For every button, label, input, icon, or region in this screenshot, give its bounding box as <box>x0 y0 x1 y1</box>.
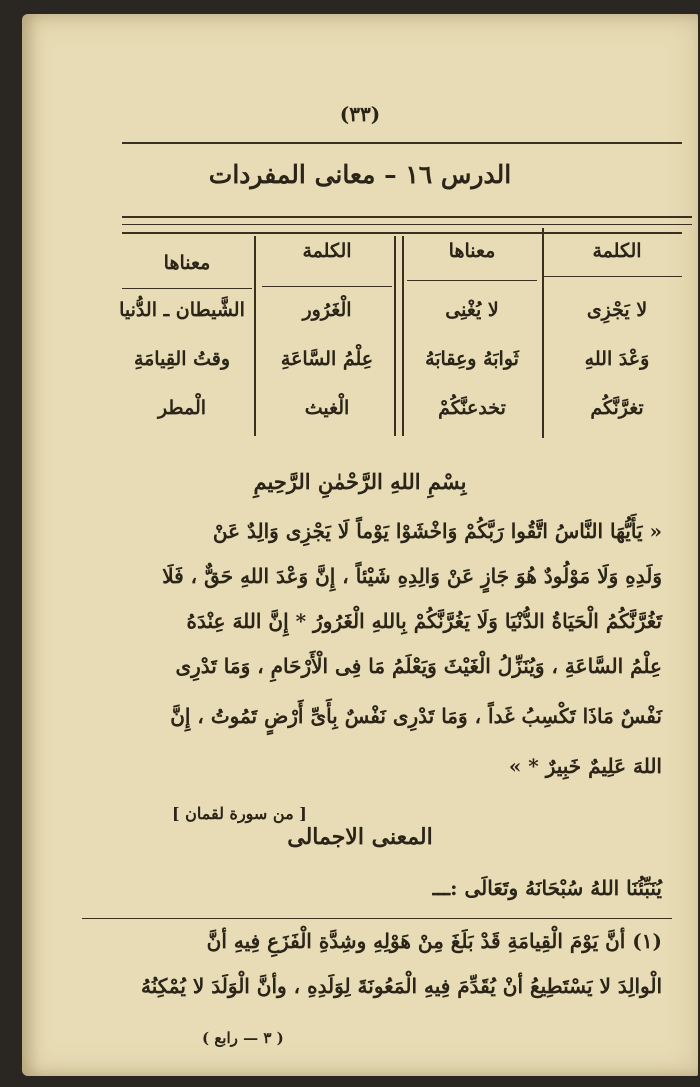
table-divider-2 <box>402 236 404 436</box>
lesson-title: الدرس ١٦ – معانى المفردات <box>208 160 512 189</box>
verse-line: اللهَ عَلِيمٌ خَبِيرٌ * » <box>508 754 662 778</box>
verse-line: نَفْسٌ مَاذَا تَكْسِبُ غَداً ، وَمَا تَدْرِى نَفْسٌ بِأَىِّ أَرْضٍ تَمُوتُ ، إِنَّ <box>170 704 662 728</box>
header-rule <box>122 142 682 144</box>
header-word-right: الكلمة <box>592 240 642 262</box>
book-page <box>22 14 698 1076</box>
footer-signature: ( ٣ — رابع ) <box>202 1029 284 1047</box>
table-cell: الْغيث <box>304 397 350 419</box>
separator-rule <box>82 918 672 919</box>
table-cell: الْمطر <box>157 397 207 419</box>
header-word-left: الكلمة <box>302 240 352 262</box>
header-underline-1 <box>542 276 682 277</box>
table-cell: تغرَّنَّكُم <box>590 397 644 419</box>
table-top-rule-2 <box>122 224 692 225</box>
table-cell: الْغَرُور <box>302 299 352 321</box>
basmala: بِسْمِ اللهِ الرَّحْمٰنِ الرَّحِيمِ <box>253 469 467 494</box>
header-meaning-left: معناها <box>163 252 211 274</box>
table-cell: ثَوابَهُ وعِقابَهُ <box>425 348 519 370</box>
table-top-rule <box>122 216 692 218</box>
table-cell: وقتُ القِيامَةِ <box>133 348 231 370</box>
page-number: (٣٣) <box>339 102 381 126</box>
table-cell: عِلْمُ السَّاعَةِ <box>280 348 374 370</box>
header-underline-4 <box>122 288 252 289</box>
table-cell: وَعْدَ اللهِ <box>584 348 650 370</box>
summary-intro: يُنَبِّئُنَا اللهُ سُبْحَانَهُ وتَعَالَى :ـــ <box>432 876 662 900</box>
verse-line: تَغُرَّنَّكُمُ الْحَيَاةُ الدُّنْيَا وَلَا يَغُرَّنَّكُمْ بِاللهِ الْغَرُورُ * إِنَّ اللهَ عِنْدَهُ <box>186 609 662 633</box>
verse-line: « يَأَيُّهَا النَّاسُ اتَّقُوا رَبَّكُمْ وَاخْشَوْا يَوْماً لَا يَجْزِى وَالِدٌ عَنْ <box>212 519 662 543</box>
source-citation: [ من سورة لقمان ] <box>172 804 307 823</box>
summary-title: المعنى الاجمالى <box>287 824 433 850</box>
header-underline-3 <box>262 286 392 287</box>
table-cell: لا يَجْزِى <box>586 299 648 321</box>
table-cell: لا يُغْنِى <box>445 299 499 321</box>
table-top-rule-3 <box>122 232 682 234</box>
table-divider-1 <box>542 228 544 438</box>
table-divider-3 <box>394 236 396 436</box>
verse-line: عِلْمُ السَّاعَةِ ، وَيُنَزِّلُ الْغَيْثَ وَيَعْلَمُ مَا فِى الْأَرْحَامِ ، وَمَا تَدْرِى <box>175 654 662 678</box>
header-underline-2 <box>407 280 537 281</box>
summary-line: (١) أنَّ يَوْمَ الْقِيامَةِ قَدْ بَلَغَ مِنْ هَوْلِهِ وشِدَّةِ الْفَزَعِ فِيهِ أنَّ <box>206 929 662 953</box>
verse-line: وَلَدِهِ وَلَا مَوْلُودٌ هُوَ جَازٍ عَنْ وَالِدِهِ شَيْئاً ، إِنَّ وَعْدَ اللهِ حَقٌّ ، فَلَا <box>162 564 662 588</box>
summary-line: الْوالِدَ لا يَسْتَطِيعُ أنْ يُقَدِّمَ فِيهِ الْمَعُونَةَ لِوَلَدِهِ ، وأنَّ الْوَلَدَ لا يُمْكِنُهُ <box>141 974 662 998</box>
header-meaning-right: معناها <box>448 240 496 262</box>
table-cell: تخدعنَّكُمْ <box>438 397 506 419</box>
table-cell: الشَّيطان ـ الدُّنيا <box>119 299 245 321</box>
